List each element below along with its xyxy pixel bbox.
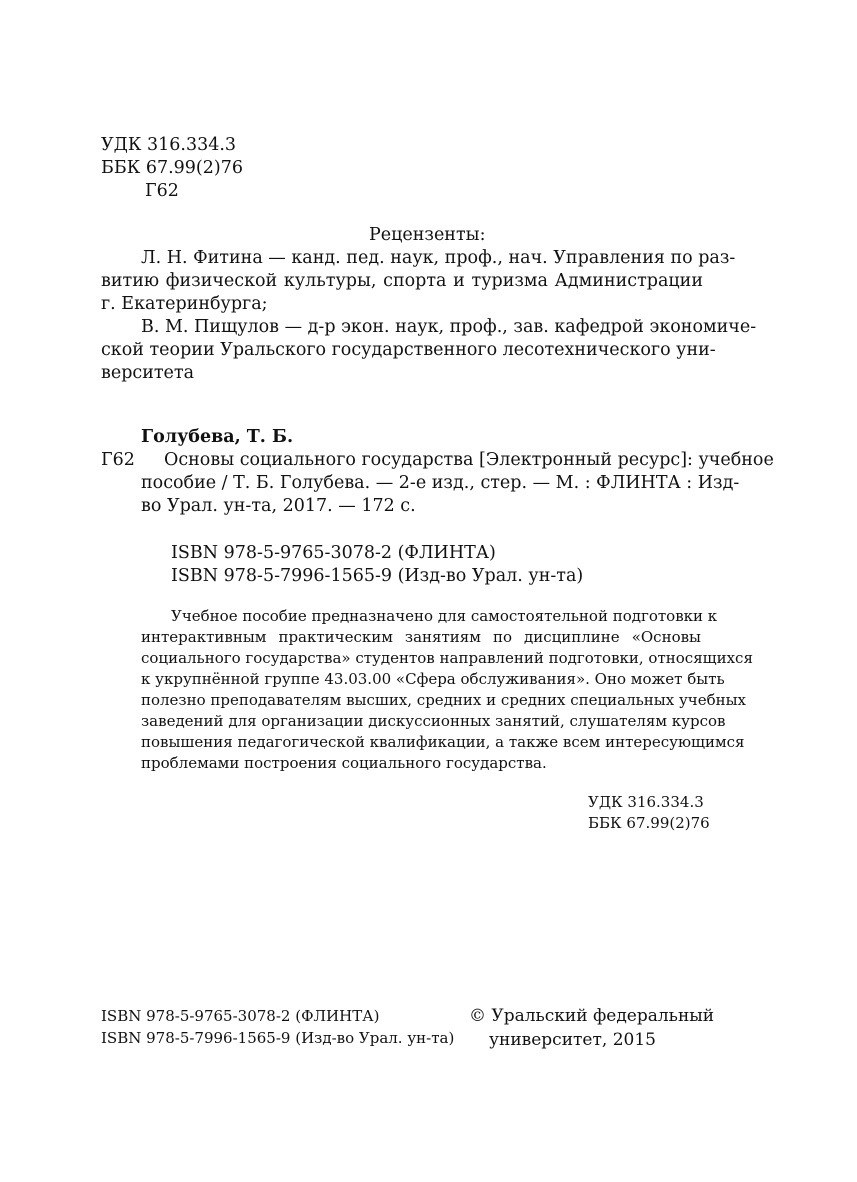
abstract-line: Учебное пособие предназначено для самостоятельной подготовки к [171, 607, 718, 625]
record-author: Голубева, Т. Б. [141, 427, 294, 447]
abstract-line: к укрупнённой группе 43.03.00 «Сфера обслуживания». Оно может быть [141, 670, 725, 688]
abstract-line: социального государства» студентов направлений подготовки, относящихся [141, 649, 753, 667]
abstract-line: полезно преподавателям высших, средних и средних специальных учебных [141, 691, 747, 709]
record-line: Основы социального государства [Электронный ресурс]: учебное [164, 450, 774, 470]
copyright-line: © Уральский федеральный [469, 1006, 715, 1026]
author-mark: Г62 [145, 181, 179, 201]
reviewer-2-line: В. М. Пищулов — д-р экон. наук, проф., зав. кафедрой экономиче- [141, 317, 757, 337]
abstract-line: интерактивным практическим занятиям по дисциплине «Основы [141, 628, 701, 646]
record-mark: Г62 [101, 450, 135, 470]
abstract-line: повышения педагогической квалификации, а также всем интересующимся [141, 733, 745, 751]
footer-isbn-flinta: ISBN 978-5-9765-3078-2 (ФЛИНТА) [101, 1007, 380, 1025]
reviewer-1-line: витию физической культуры, спорта и туризма Администрации [101, 271, 703, 291]
abstract-line: проблемами построения социального государства. [141, 754, 547, 772]
footer-isbn-ural: ISBN 978-5-7996-1565-9 (Изд-во Урал. ун-та) [101, 1029, 455, 1047]
isbn-flinta: ISBN 978-5-9765-3078-2 (ФЛИНТА) [171, 543, 496, 563]
abstract-udk: УДК 316.334.3 [588, 793, 704, 811]
copyright-line: университет, 2015 [489, 1030, 656, 1050]
abstract-bbk: ББК 67.99(2)76 [588, 814, 710, 832]
reviewer-2-line: верситета [101, 363, 195, 383]
reviewers-heading: Рецензенты: [369, 225, 486, 245]
record-line: во Урал. ун-та, 2017. — 172 с. [141, 496, 416, 516]
reviewer-1-line: Л. Н. Фитина — канд. пед. наук, проф., нач. Управления по раз- [141, 248, 736, 268]
isbn-ural: ISBN 978-5-7996-1565-9 (Изд-во Урал. ун-та) [171, 566, 584, 586]
record-line: пособие / Т. Б. Голубева. — 2-е изд., стер. — М. : ФЛИНТА : Изд- [141, 473, 740, 493]
udk-code: УДК 316.334.3 [101, 135, 237, 155]
reviewer-1-line: г. Екатеринбурга; [101, 294, 268, 314]
abstract-line: заведений для организации дискуссионных занятий, слушателям курсов [141, 712, 726, 730]
bbk-code: ББК 67.99(2)76 [101, 158, 243, 178]
reviewer-2-line: ской теории Уральского государственного лесотехнического уни- [101, 340, 716, 360]
